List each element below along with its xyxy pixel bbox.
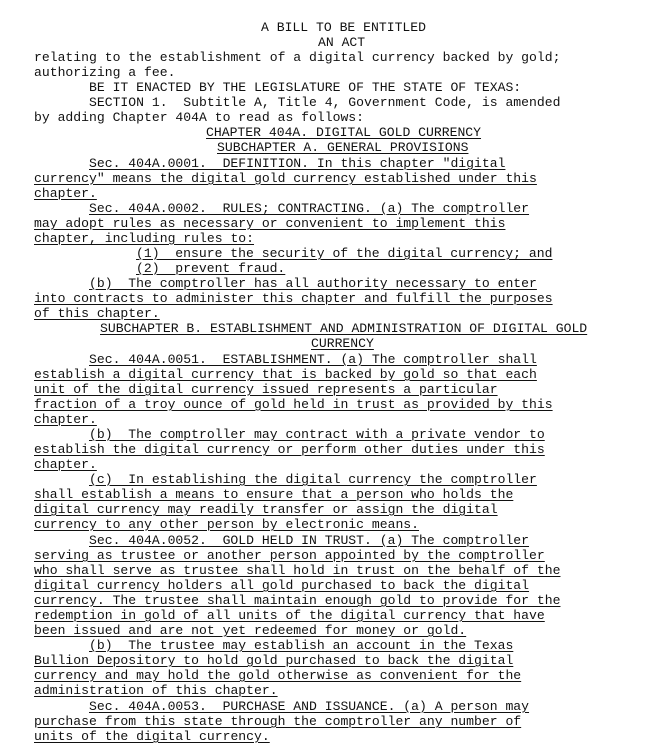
sec-0053-line-3: units of the digital currency.	[34, 729, 270, 744]
sec-0052-line-3: who shall serve as trustee shall hold in trust on the behalf of the	[34, 563, 561, 578]
subchapter-a-title: SUBCHAPTER A. GENERAL PROVISIONS	[217, 140, 469, 155]
sec-0001-line-2: currency" means the digital gold currency established under this	[34, 171, 537, 186]
sec-0051-line-1: Sec. 404A.0051. ESTABLISHMENT. (a) The comptroller shall	[89, 352, 537, 367]
sec-0051-line-2: establish a digital currency that is backed by gold so that each	[34, 367, 537, 382]
sec-0051-line-3: unit of the digital currency issued represents a particular	[34, 382, 498, 397]
sec-0051-line-7: establish the digital currency or perform other duties under this	[34, 442, 545, 457]
sec-0052-line-11: administration of this chapter.	[34, 683, 278, 698]
sec-0002-line-8: of this chapter.	[34, 306, 160, 321]
sec-0052-line-1: Sec. 404A.0052. GOLD HELD IN TRUST. (a) The comptroller	[89, 533, 530, 548]
caption-line-2: authorizing a fee.	[34, 65, 176, 80]
sec-0052-line-8: (b) The trustee may establish an account in the Texas	[89, 638, 514, 653]
sec-0051-line-9: (c) In establishing the digital currency the comptroller	[89, 472, 537, 487]
sec-0052-line-10: currency and may hold the gold otherwise as convenient for the	[34, 668, 522, 683]
enacting-clause: BE IT ENACTED BY THE LEGISLATURE OF THE STATE OF TEXAS:	[89, 80, 522, 95]
sec-0051-line-4: fraction of a troy ounce of gold held in trust as provided by this	[34, 397, 553, 412]
sec-0002-line-1: Sec. 404A.0002. RULES; CONTRACTING. (a) The comptroller	[89, 201, 530, 216]
sec-0052-line-2: serving as trustee or another person appointed by the comptroller	[34, 548, 545, 563]
subchapter-b-title-2: CURRENCY	[311, 336, 374, 351]
sec-0001-line-1: Sec. 404A.0001. DEFINITION. In this chapter "digital	[89, 156, 506, 171]
sec-0053-line-1: Sec. 404A.0053. PURCHASE AND ISSUANCE. (a) A person may	[89, 699, 530, 714]
sec-0053-line-2: purchase from this state through the comptroller any number of	[34, 714, 522, 729]
sec-0051-line-12: currency to any other person by electronic means.	[34, 517, 420, 532]
chapter-title: CHAPTER 404A. DIGITAL GOLD CURRENCY	[206, 125, 482, 140]
sec-0051-line-10: shall establish a means to ensure that a person who holds the	[34, 487, 514, 502]
caption-line-1: relating to the establishment of a digital currency backed by gold;	[34, 50, 561, 65]
sec-0051-line-8: chapter.	[34, 457, 97, 472]
sec-0002-line-2: may adopt rules as necessary or convenient to implement this	[34, 216, 506, 231]
sec-0052-line-6: redemption in gold of all units of the digital currency that have	[34, 608, 545, 623]
sec-0002-line-7: into contracts to administer this chapter and fulfill the purposes	[34, 291, 553, 306]
sec-0052-line-4: digital currency holders all gold purchased to back the digital	[34, 578, 530, 593]
sec-0052-line-5: currency. The trustee shall maintain enough gold to provide for the	[34, 593, 561, 608]
bill-heading: A BILL TO BE ENTITLED	[261, 20, 427, 35]
sec-0052-line-7: been issued and are not yet redeemed for money or gold.	[34, 623, 467, 638]
sec-0051-line-5: chapter.	[34, 412, 97, 427]
section1-line-2: by adding Chapter 404A to read as follows:	[34, 110, 365, 125]
sec-0051-line-11: digital currency may readily transfer or assign the digital	[34, 502, 498, 517]
sec-0001-line-3: chapter.	[34, 186, 97, 201]
sec-0052-line-9: Bullion Depository to hold gold purchased to back the digital	[34, 653, 514, 668]
sec-0051-line-6: (b) The comptroller may contract with a private vendor to	[89, 427, 545, 442]
sec-0002-line-6: (b) The comptroller has all authority necessary to enter	[89, 276, 537, 291]
subchapter-b-title-1: SUBCHAPTER B. ESTABLISHMENT AND ADMINISTRATION OF DIGITAL GOLD	[100, 321, 588, 336]
sec-0002-line-3: chapter, including rules to:	[34, 231, 255, 246]
sec-0002-line-4: (1) ensure the security of the digital currency; and	[136, 246, 553, 261]
sec-0002-line-5: (2) prevent fraud.	[136, 261, 286, 276]
act-heading: AN ACT	[318, 35, 366, 50]
section1-line-1: SECTION 1. Subtitle A, Title 4, Government Code, is amended	[89, 95, 561, 110]
